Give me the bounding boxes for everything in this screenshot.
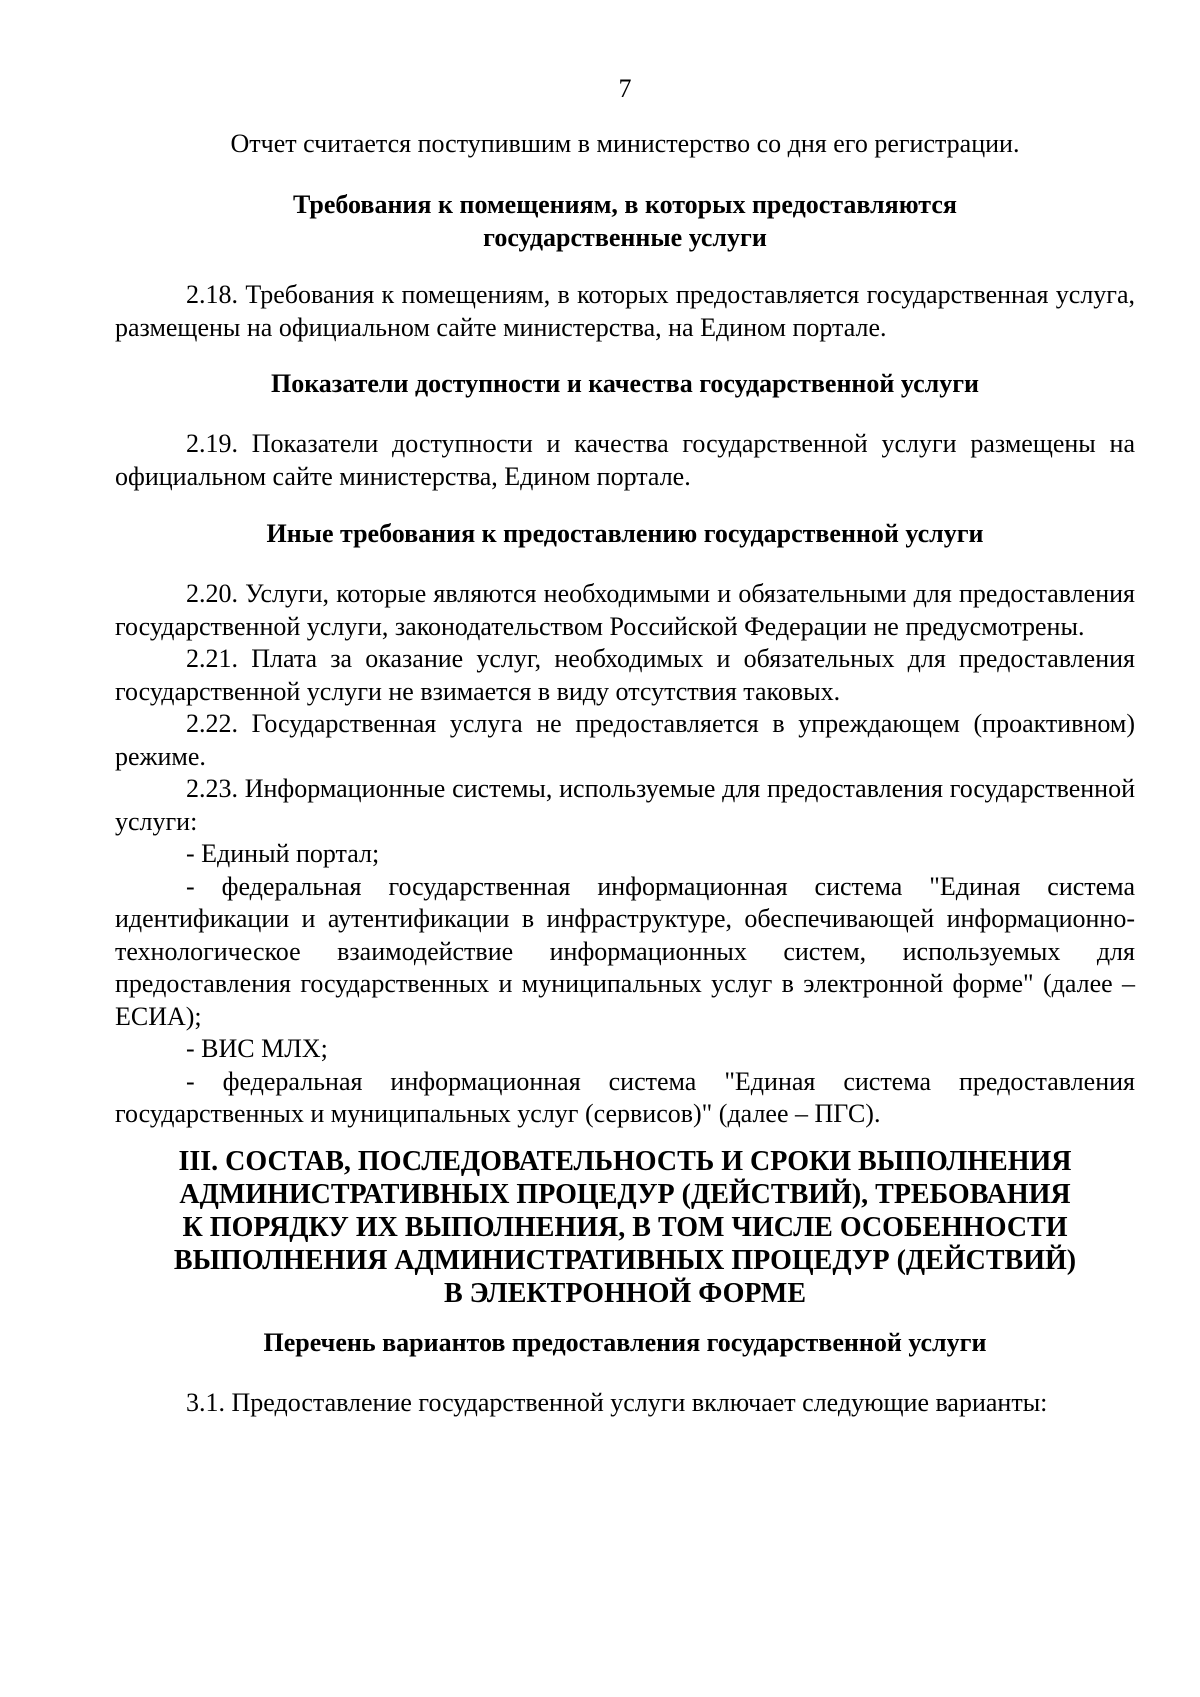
heading-variants: Перечень вариантов предоставления государственной услуги	[263, 1328, 987, 1357]
paragraph-2-23: 2.23. Информационные системы, используемые для предоставления государственной услуги:	[115, 774, 1135, 836]
list-item: - федеральная информационная система "Единая система предоставления государственных и муниципальных услуг (сервисов)" (далее – ПГС).	[115, 1066, 1135, 1128]
paragraph-2-19-block	[115, 428, 1135, 493]
intro-paragraph: Отчет считается поступившим в министерство со дня его регистрации.	[230, 129, 1020, 158]
intro-block	[115, 128, 1135, 161]
section-heading-line2: АДМИНИСТРАТИВНЫХ ПРОЦЕДУР (ДЕЙСТВИЙ), ТРЕБОВАНИЯ	[179, 1179, 1071, 1210]
section-heading-line3: К ПОРЯДКУ ИХ ВЫПОЛНЕНИЯ, В ТОМ ЧИСЛЕ ОСОБЕННОСТИ	[182, 1212, 1068, 1243]
section-heading-line1: III. СОСТАВ, ПОСЛЕДОВАТЕЛЬНОСТЬ И СРОКИ ВЫПОЛНЕНИЯ	[178, 1146, 1072, 1177]
heading-indicators: Показатели доступности и качества государственной услуги	[270, 369, 980, 398]
heading-premises-line1: Требования к помещениям, в которых предоставляются	[293, 190, 957, 219]
heading-other: Иные требования к предоставлению государственной услуги	[266, 519, 984, 548]
section-heading-line5: В ЭЛЕКТРОННОЙ ФОРМЕ	[443, 1278, 807, 1309]
section-heading	[115, 1145, 1135, 1310]
paragraph-2-21: 2.21. Плата за оказание услуг, необходимых и обязательных для предоставления государственной услуги не взимается в виду отсутствия таковых.	[115, 644, 1135, 706]
paragraph-2-19: 2.19. Показатели доступности и качества государственной услуги размещены на официальном сайте министерства, Едином портале.	[115, 429, 1135, 491]
paragraph-2-18: 2.18. Требования к помещениям, в которых предоставляется государственная услуга, размещены на официальном сайте министерства, на Едином портале.	[115, 280, 1135, 342]
section-heading-line4: ВЫПОЛНЕНИЯ АДМИНИСТРАТИВНЫХ ПРОЦЕДУР (ДЕЙСТВИЙ)	[173, 1245, 1077, 1276]
paragraph-3-1-block	[115, 1387, 1135, 1420]
heading-premises	[115, 189, 1135, 254]
heading-variants-block	[115, 1327, 1135, 1360]
section-heading-text	[115, 1145, 1135, 1310]
list-item: - Единый портал;	[186, 839, 380, 868]
list-item: - федеральная государственная информационная система "Единая система идентификации и аутентификации в инфраструктуре, обеспечивающей информационно-технологическое взаимодействие информационных систем, используемых для предоставления государственных и муниципальных услуг в электронной форме" (далее – ЕСИА);	[115, 871, 1135, 1031]
requirements-block	[115, 578, 1135, 1131]
heading-other-block	[115, 518, 1135, 551]
paragraph-2-22: 2.22. Государственная услуга не предоставляется в упреждающем (проактивном) режиме.	[115, 709, 1135, 771]
paragraph-3-1: 3.1. Предоставление государственной услуги включает следующие варианты:	[186, 1388, 1048, 1417]
heading-indicators-block	[115, 368, 1135, 401]
heading-premises-line2: государственные услуги	[483, 222, 767, 252]
page-number: 7	[618, 74, 632, 103]
list-item: - ВИС МЛХ;	[186, 1034, 328, 1063]
paragraph-2-18-block	[115, 279, 1135, 344]
paragraph-2-20: 2.20. Услуги, которые являются необходимыми и обязательными для предоставления государственной услуги, законодательством Российской Федерации не предусмотрены.	[115, 579, 1135, 641]
